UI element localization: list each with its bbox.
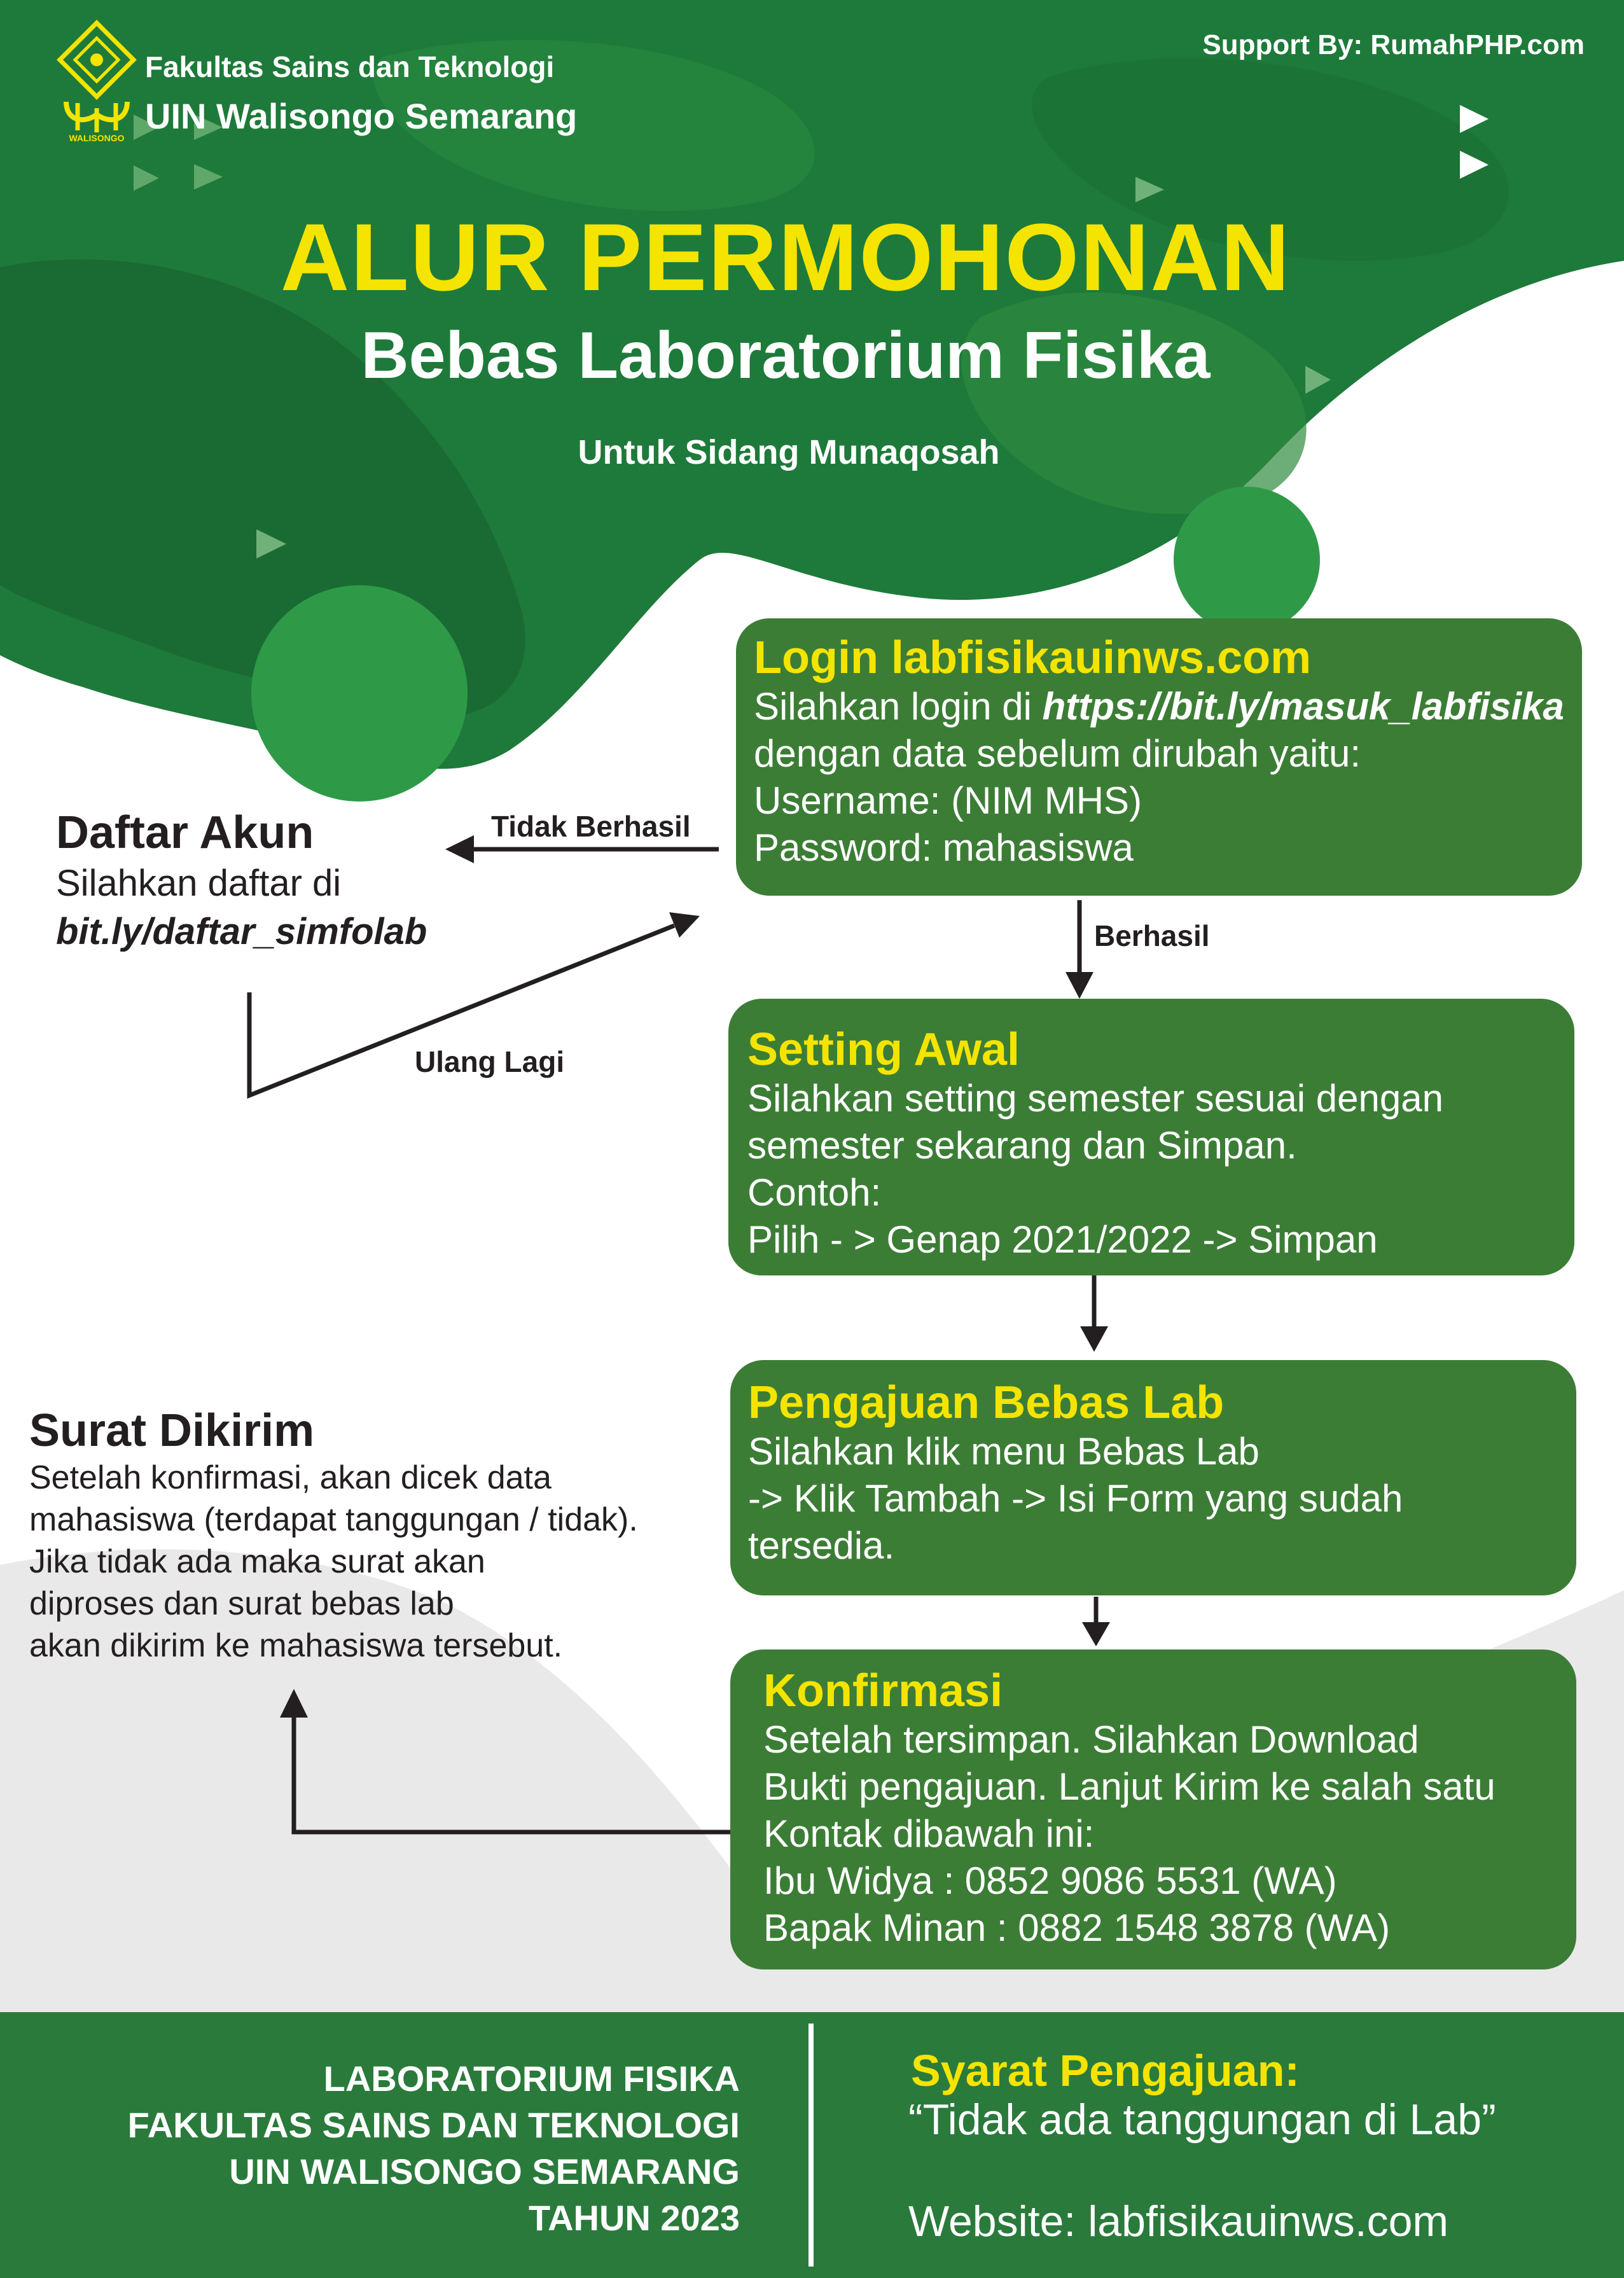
contact-minan: Bapak Minan : 0882 1548 3878 (WA) xyxy=(763,1906,1391,1949)
arrowhead-setting-pengajuan xyxy=(1080,1326,1108,1352)
step-login-line1: Silahkan login di https://bit.ly/masuk_labfisika xyxy=(754,685,1564,728)
contact-widya: Ibu Widya : 0852 9086 5531 (WA) xyxy=(763,1859,1337,1902)
surat-line: Jika tidak ada maka surat akan xyxy=(29,1543,485,1580)
step-konfirmasi-box xyxy=(730,1649,1576,1969)
website[interactable]: Website: labfisikauinws.com xyxy=(908,2197,1449,2246)
step-pengajuan-title: Pengajuan Bebas Lab xyxy=(748,1377,1225,1428)
svg-text:WALISONGO: WALISONGO xyxy=(69,133,125,143)
step-login-username: Username: (NIM MHS) xyxy=(754,779,1142,822)
page-tagline: Untuk Sidang Munaqosah xyxy=(578,433,1000,471)
step-login-title: Login labfisikauinws.com xyxy=(754,632,1312,683)
page-subtitle: Bebas Laboratorium Fisika xyxy=(361,319,1211,392)
surat-line: akan dikirim ke mahasiswa tersebut. xyxy=(29,1627,563,1664)
step-setting-line4: Pilih - > Genap 2021/2022 -> Simpan xyxy=(747,1218,1378,1261)
step-konfirmasi-line1: Setelah tersimpan. Silahkan Download xyxy=(763,1718,1419,1761)
green-circle-mid xyxy=(1174,487,1320,633)
arrowhead-tidak-berhasil xyxy=(445,835,474,863)
faculty-name: Fakultas Sains dan Teknologi xyxy=(145,50,555,83)
step-setting-line3: Contoh: xyxy=(747,1171,882,1214)
step-pengajuan-box xyxy=(730,1360,1576,1595)
footer-line: LABORATORIUM FISIKA xyxy=(323,2059,740,2099)
footer-divider xyxy=(809,2024,814,2267)
footer-line: UIN WALISONGO SEMARANG xyxy=(229,2151,740,2191)
surat-title: Surat Dikirim xyxy=(29,1405,315,1456)
arrowhead-berhasil xyxy=(1065,972,1093,999)
step-setting-title: Setting Awal xyxy=(747,1024,1020,1075)
surat-line: mahasiswa (terdapat tanggungan / tidak). xyxy=(29,1501,638,1538)
step-pengajuan-line3: tersedia. xyxy=(748,1524,895,1567)
label-berhasil: Berhasil xyxy=(1094,919,1210,952)
arrowhead-pengajuan-konfirmasi xyxy=(1082,1622,1110,1646)
syarat-title: Syarat Pengajuan: xyxy=(911,2046,1300,2095)
syarat-text: “Tidak ada tanggungan di Lab” xyxy=(908,2095,1496,2144)
step-pengajuan-line2: -> Klik Tambah -> Isi Form yang sudah xyxy=(748,1477,1403,1520)
daftar-line1: Silahkan daftar di xyxy=(56,863,342,904)
support-credit: Support By: RumahPHP.com xyxy=(1202,29,1585,60)
label-tidak-berhasil: Tidak Berhasil xyxy=(491,810,691,843)
step-login-password: Password: mahasiswa xyxy=(754,826,1134,869)
green-circle-bottom xyxy=(251,585,468,802)
login-link[interactable]: https://bit.ly/masuk_labfisika xyxy=(1042,685,1564,728)
step-pengajuan-line1: Silahkan klik menu Bebas Lab xyxy=(748,1430,1260,1473)
page-title: ALUR PERMOHONAN xyxy=(280,204,1291,310)
step-konfirmasi-line3: Kontak dibawah ini: xyxy=(763,1812,1095,1855)
step-setting-line1: Silahkan setting semester sesuai dengan xyxy=(747,1077,1444,1120)
step-login-box xyxy=(736,618,1582,896)
label-ulang-lagi: Ulang Lagi xyxy=(415,1045,565,1078)
surat-line: Setelah konfirmasi, akan dicek data xyxy=(29,1459,552,1496)
step-konfirmasi-line2: Bukti pengajuan. Lanjut Kirim ke salah satu xyxy=(763,1765,1496,1808)
university-name: UIN Walisongo Semarang xyxy=(145,96,578,136)
daftar-link[interactable]: bit.ly/daftar_simfolab xyxy=(56,911,427,952)
walisongo-logo xyxy=(52,19,141,146)
footer-line: FAKULTAS SAINS DAN TEKNOLOGI xyxy=(127,2105,740,2145)
daftar-title: Daftar Akun xyxy=(56,807,314,858)
step-setting-line2: semester sekarang dan Simpan. xyxy=(747,1124,1297,1167)
step-setting-box xyxy=(728,999,1574,1275)
step-konfirmasi-title: Konfirmasi xyxy=(763,1665,1003,1716)
footer xyxy=(0,2012,1624,2278)
footer-line: TAHUN 2023 xyxy=(529,2198,740,2238)
step-login-line2: dengan data sebelum dirubah yaitu: xyxy=(754,732,1361,775)
surat-line: diproses dan surat bebas lab xyxy=(29,1585,454,1622)
footer-institution xyxy=(128,2055,740,2241)
